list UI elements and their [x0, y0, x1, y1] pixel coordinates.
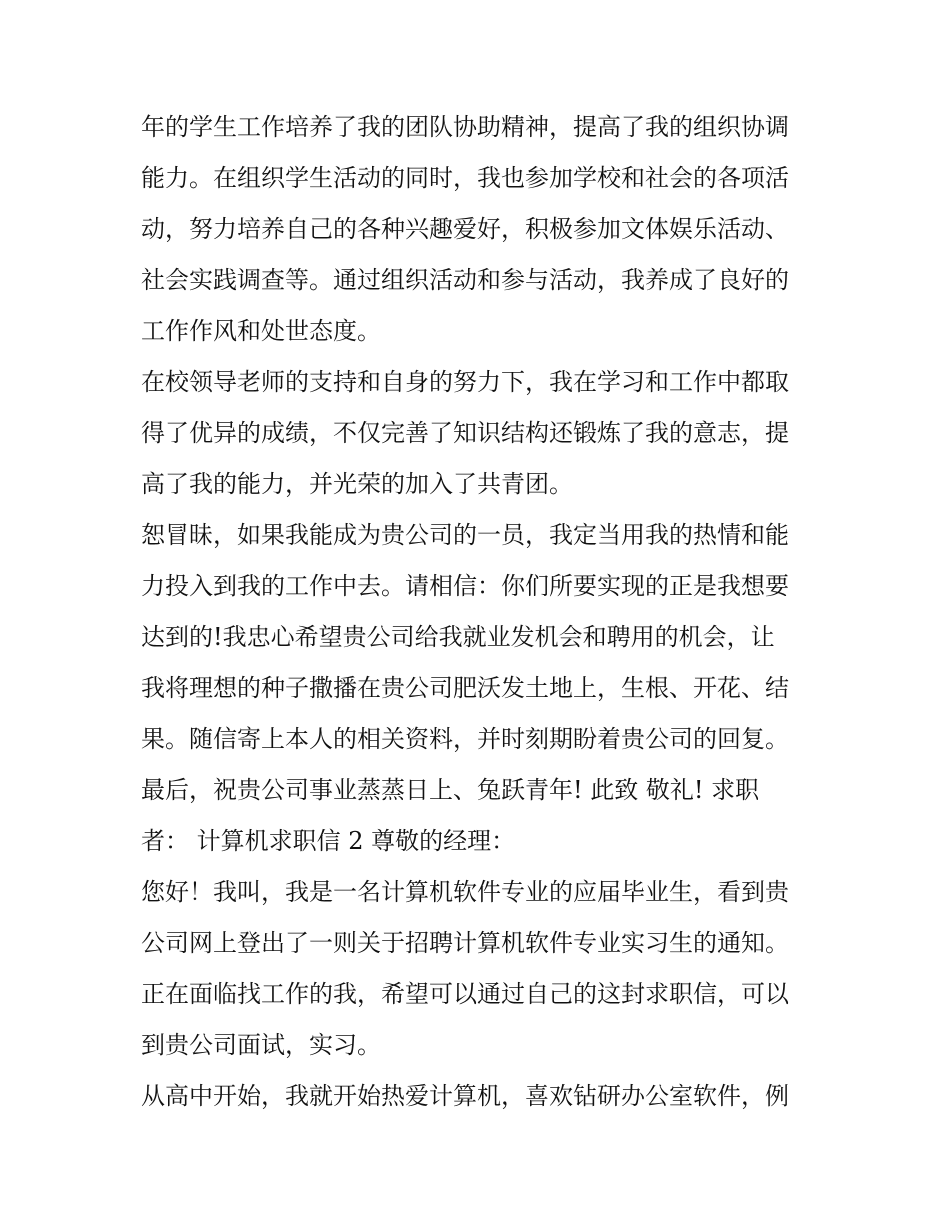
- text-line: 能力。在组织学生活动的同时，我也参加学校和社会的各项活: [141, 164, 789, 192]
- text-line: 工作作风和处世态度。: [141, 317, 381, 345]
- text-line: 到贵公司面试，实习。: [141, 1031, 381, 1059]
- text-line: 果。随信寄上本人的相关资料，并时刻期盼着贵公司的回复。: [141, 725, 789, 753]
- text-line: 力投入到我的工作中去。请相信：你们所要实现的正是我想要: [141, 572, 789, 600]
- text-line: 在校领导老师的支持和自身的努力下，我在学习和工作中都取: [141, 368, 789, 396]
- text-line: 高了我的能力，并光荣的加入了共青团。: [141, 470, 573, 498]
- text-line: 得了优异的成绩，不仅完善了知识结构还锻炼了我的意志，提: [141, 419, 789, 447]
- text-line: 公司网上登出了一则关于招聘计算机软件专业实习生的通知。: [141, 929, 789, 957]
- text-line: 年的学生工作培养了我的团队协助精神，提高了我的组织协调: [141, 113, 789, 141]
- text-line: 社会实践调查等。通过组织活动和参与活动，我养成了良好的: [141, 266, 789, 294]
- text-line: 从高中开始，我就开始热爱计算机，喜欢钻研办公室软件，例: [141, 1082, 789, 1110]
- text-line: 达到的!我忠心希望贵公司给我就业发机会和聘用的机会，让: [141, 623, 775, 651]
- text-line: 恕冒昧，如果我能成为贵公司的一员，我定当用我的热情和能: [141, 521, 789, 549]
- text-line: 者： 计算机求职信 2 尊敬的经理：: [141, 827, 516, 855]
- text-line: 动，努力培养自己的各种兴趣爱好，积极参加文体娱乐活动、: [141, 215, 789, 243]
- text-line: 我将理想的种子撒播在贵公司肥沃发土地上，生根、开花、结: [141, 674, 789, 702]
- text-line: 您好！我叫，我是一名计算机软件专业的应届毕业生，看到贵: [141, 878, 789, 906]
- text-line: 正在面临找工作的我，希望可以通过自己的这封求职信，可以: [141, 980, 789, 1008]
- letter-body: [141, 102, 831, 1122]
- text-line: 最后，祝贵公司事业蒸蒸日上、兔跃青年! 此致 敬礼! 求职: [141, 776, 760, 804]
